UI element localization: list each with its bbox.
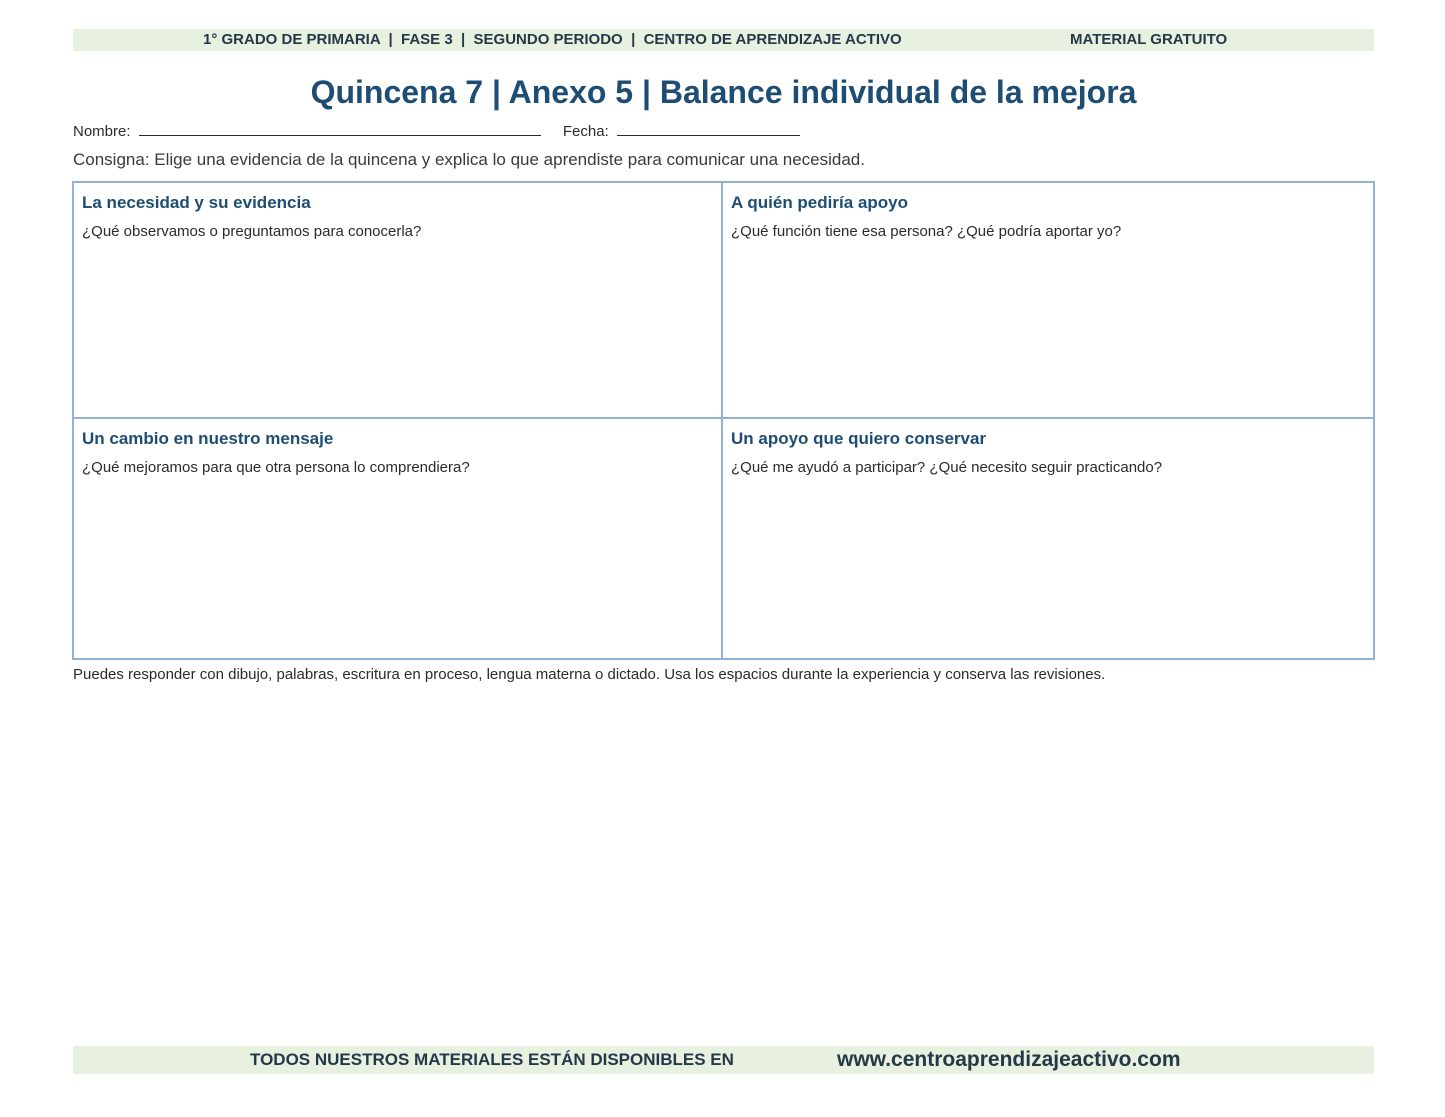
cell-title: La necesidad y su evidencia (82, 193, 311, 212)
header-free-material: MATERIAL GRATUITO (1070, 31, 1228, 48)
header-info: 1° GRADO DE PRIMARIA | FASE 3 | SEGUNDO PERIODO | CENTRO DE APRENDIZAJE ACTIVO (203, 31, 902, 48)
page-title: Quincena 7 | Anexo 5 | Balance individual de la mejora (310, 74, 1137, 110)
cell-message-change[interactable] (74, 419, 723, 658)
cell-support-keep[interactable] (723, 419, 1373, 658)
header-band (73, 29, 1374, 51)
name-field[interactable] (139, 121, 541, 136)
student-fields (73, 121, 800, 140)
footer-band (73, 1046, 1374, 1074)
cell-title: Un apoyo que quiero conservar (731, 429, 987, 448)
date-label: Fecha: (562, 123, 609, 140)
cell-prompt: ¿Qué función tiene esa persona? ¿Qué podría aportar yo? (731, 223, 1122, 240)
cell-prompt: ¿Qué observamos o preguntamos para conocerla? (82, 223, 422, 240)
footer-text: TODOS NUESTROS MATERIALES ESTÁN DISPONIBLES EN (250, 1050, 734, 1069)
cell-support-person[interactable] (723, 183, 1373, 419)
name-label: Nombre: (73, 123, 131, 140)
footer-url[interactable]: www.centroaprendizajeactivo.com (837, 1048, 1181, 1071)
reflection-grid (72, 181, 1375, 660)
cell-prompt: ¿Qué mejoramos para que otra persona lo comprendiera? (82, 459, 470, 476)
cell-prompt: ¿Qué me ayudó a participar? ¿Qué necesito seguir practicando? (731, 459, 1163, 476)
cell-title: A quién pediría apoyo (731, 193, 908, 212)
date-field[interactable] (617, 121, 800, 136)
cell-need-evidence[interactable] (74, 183, 723, 419)
instruction-text: Consigna: Elige una evidencia de la quincena y explica lo que aprendiste para comunicar una necesidad. (73, 150, 865, 169)
response-note: Puedes responder con dibujo, palabras, escritura en proceso, lengua materna o dictado. Usa los espacios durante la experiencia y conserva las revisiones. (73, 666, 1106, 683)
cell-title: Un cambio en nuestro mensaje (82, 429, 334, 448)
